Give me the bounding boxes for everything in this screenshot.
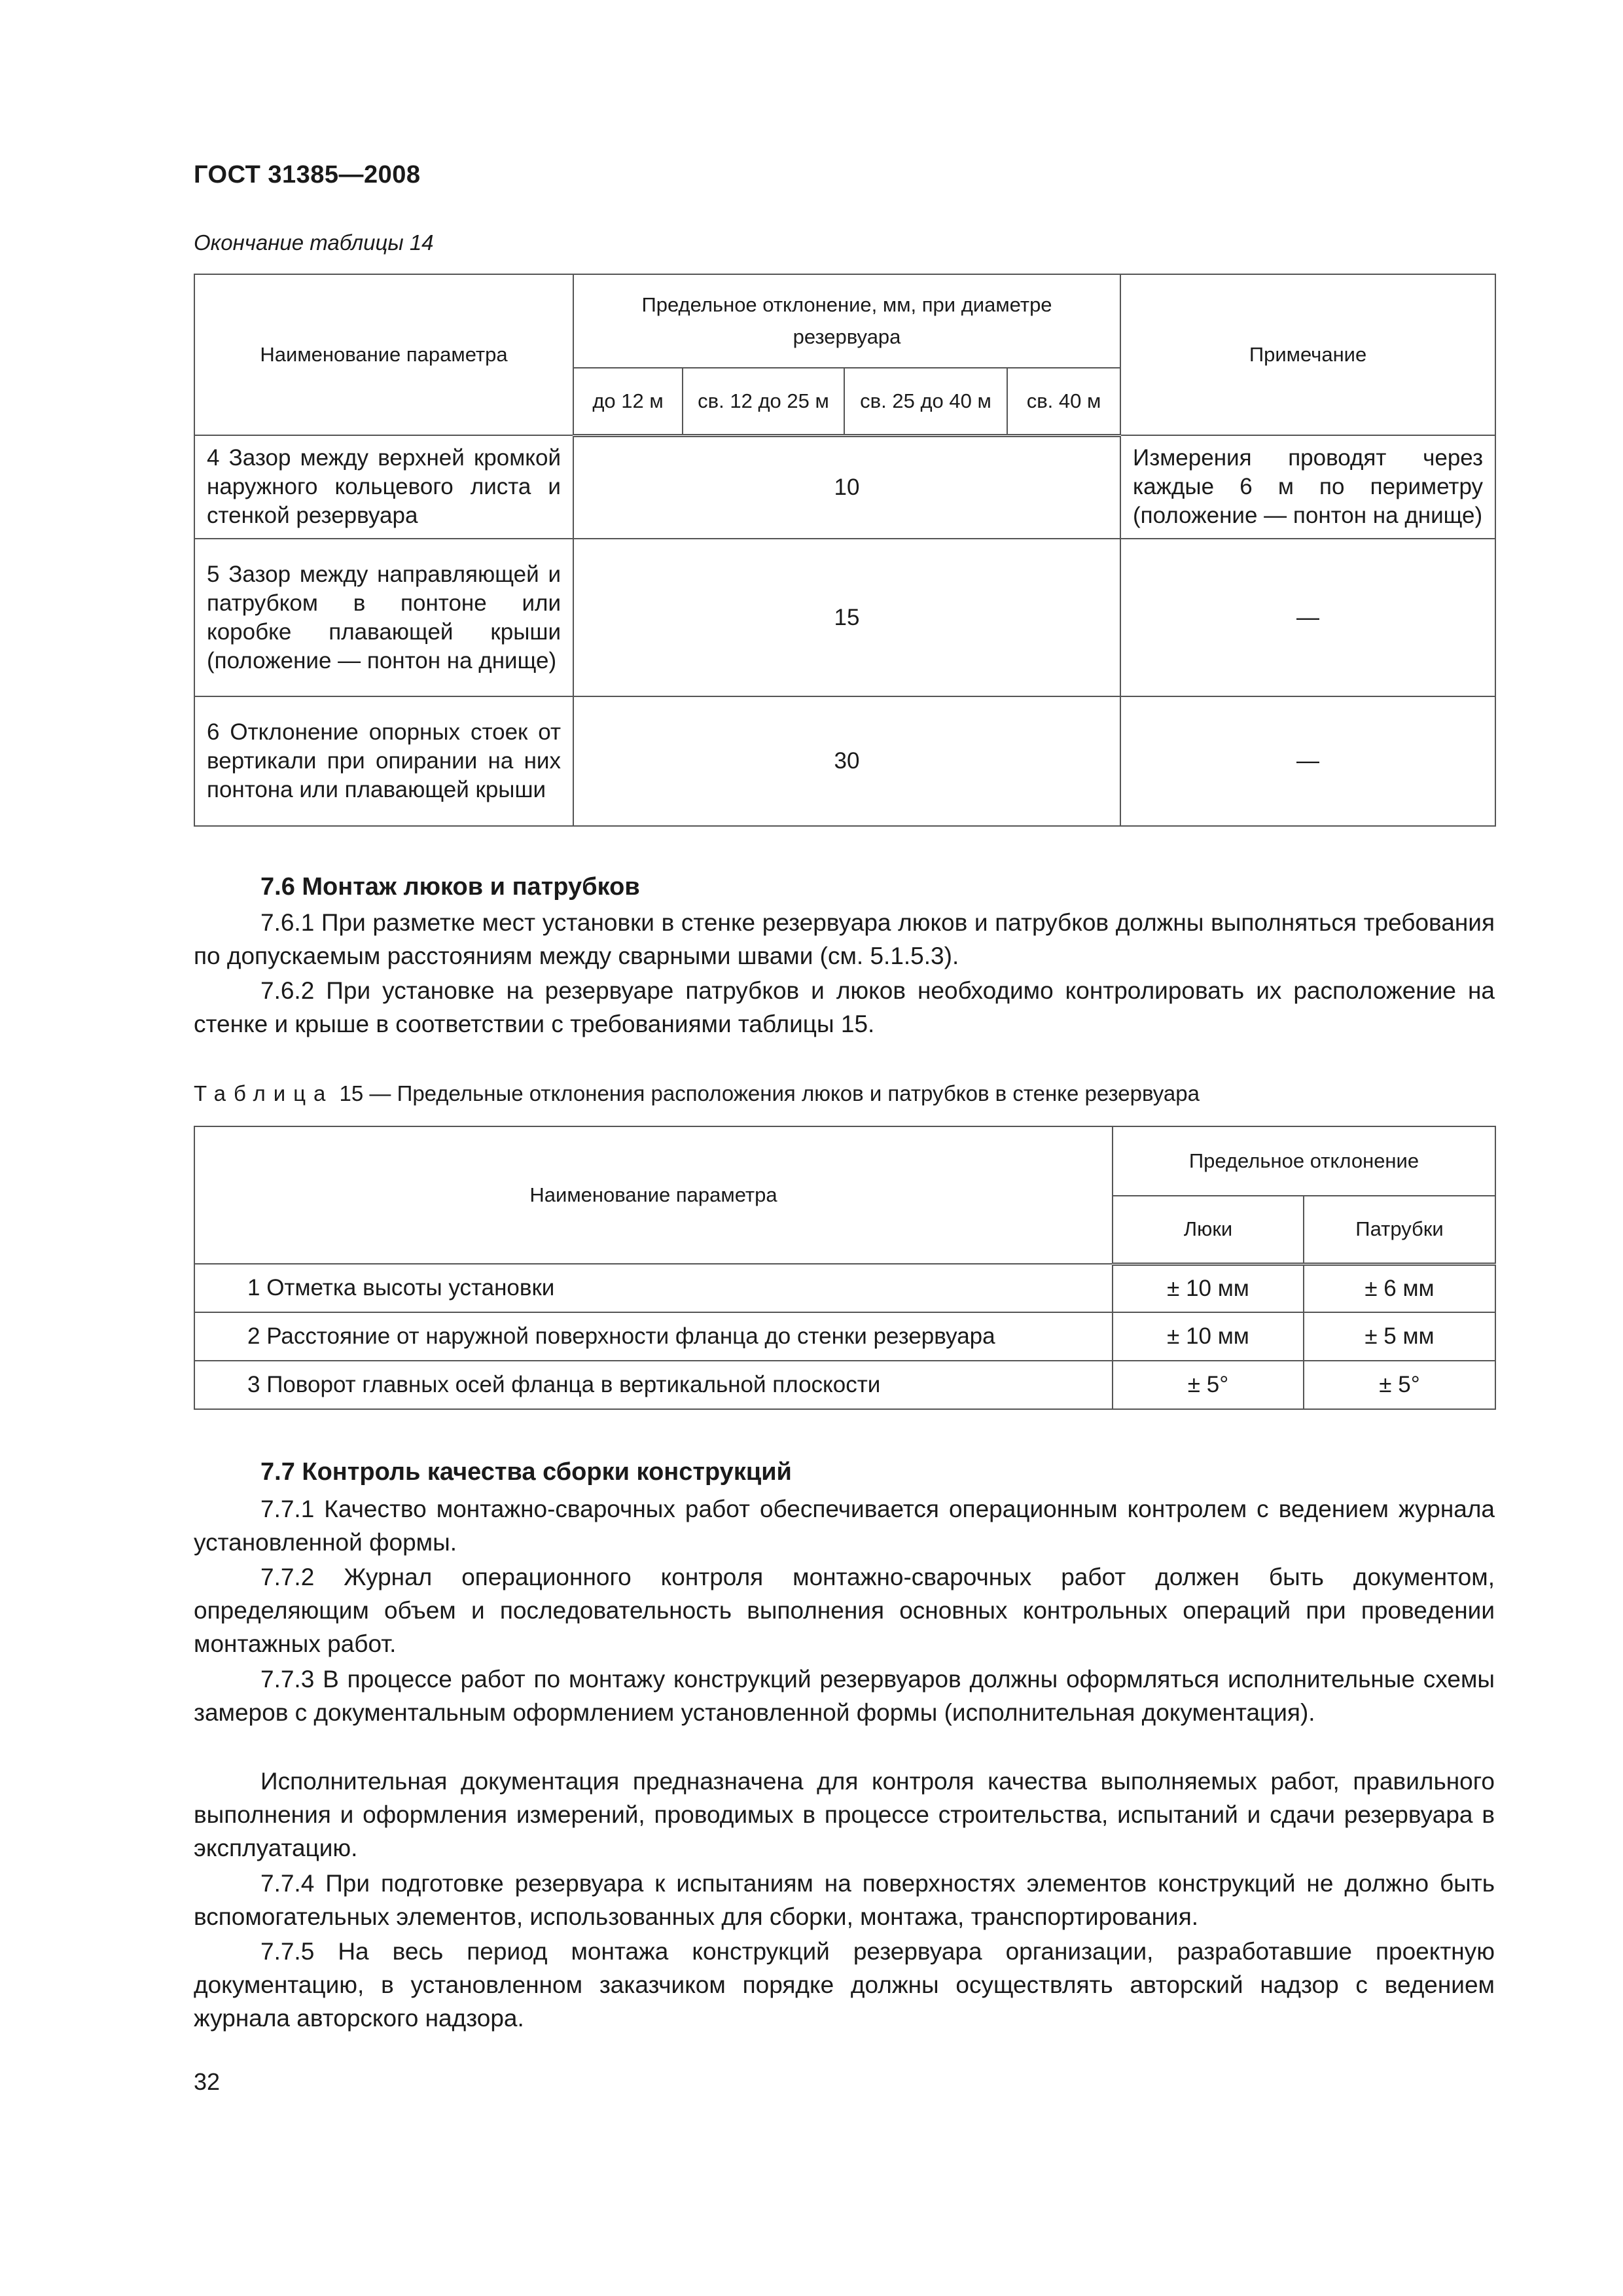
t14-subheader: св. 40 м xyxy=(1007,368,1120,435)
t14-param: 4 Зазор между верхней кромкой наружного кольцевого листа и стенкой резервуара xyxy=(194,435,573,539)
page-number: 32 xyxy=(194,2068,221,2095)
table-14 xyxy=(194,274,1496,827)
paragraph-documentation: Исполнительная документация предназначена для контроля качества выполняемых работ, правильного выполнения и оформления измерений, проводимых в процессе строительства, испытаний и сдачи резервуара в эксплуатацию. xyxy=(194,1768,1495,1861)
t14-param: 5 Зазор между направляющей и патрубком в понтоне или коробке плавающей крыши (положение — понтон на днище) xyxy=(194,539,573,696)
section-7-7-title: 7.7 Контроль качества сборки конструкций xyxy=(260,1458,792,1486)
t15-nozzles: ± 5 мм xyxy=(1304,1312,1495,1361)
t14-note: — xyxy=(1120,539,1495,696)
t14-subheader: св. 25 до 40 м xyxy=(844,368,1007,435)
t15-nozzles: ± 5° xyxy=(1304,1361,1495,1409)
t14-value: 15 xyxy=(573,539,1120,696)
paragraph-7-7-1: 7.7.1 Качество монтажно-сварочных работ обеспечивается операционным контролем с ведением журнала установленной формы. xyxy=(194,1496,1495,1556)
paragraph-7-6-2: 7.6.2 При установке на резервуаре патрубков и люков необходимо контролировать их расположение на стенке и крыше в соответствии с требованиями таблицы 15. xyxy=(194,977,1495,1037)
t15-header-deviation: Предельное отклонение xyxy=(1113,1126,1495,1196)
paragraph-7-7-4: 7.7.4 При подготовке резервуара к испытаниям на поверхностях элементов конструкций не должно быть вспомогательных элементов, использованных для сборки, монтажа, транспортирования. xyxy=(194,1870,1495,1930)
t15-nozzles: ± 6 мм xyxy=(1304,1264,1495,1312)
table-15 xyxy=(194,1126,1496,1410)
t14-header-note: Примечание xyxy=(1120,274,1495,435)
t14-param: 6 Отклонение опорных стоек от вертикали при опирании на них понтона или плавающей крыши xyxy=(194,696,573,826)
table-row xyxy=(194,1264,1495,1312)
t15-hatches: ± 10 мм xyxy=(1113,1264,1304,1312)
t15-param: 1 Отметка высоты установки xyxy=(194,1264,1113,1312)
t15-hatches: ± 10 мм xyxy=(1113,1312,1304,1361)
t15-hatches: ± 5° xyxy=(1113,1361,1304,1409)
paragraph-7-7-3: 7.7.3 В процессе работ по монтажу конструкций резервуаров должны оформляться исполнительные схемы замеров с документальным оформлением установленной формы (исполнительная документация). xyxy=(194,1666,1495,1726)
t15-param: 2 Расстояние от наружной поверхности фланца до стенки резервуара xyxy=(194,1312,1113,1361)
t14-subheader: св. 12 до 25 м xyxy=(683,368,844,435)
t15-subheader-nozzles: Патрубки xyxy=(1304,1196,1495,1264)
t14-value: 30 xyxy=(573,696,1120,826)
t14-header-param: Наименование параметра xyxy=(194,274,573,435)
t14-header-deviation: Предельное отклонение, мм, при диаметре резервуара xyxy=(573,274,1120,368)
t14-note: Измерения проводят через каждые 6 м по периметру (положение — понтон на днище) xyxy=(1120,435,1495,539)
table15-caption-word: Таблица xyxy=(194,1081,334,1105)
table-row xyxy=(194,1312,1495,1361)
table14-caption: Окончание таблицы 14 xyxy=(194,230,434,255)
t14-value: 10 xyxy=(573,435,1120,539)
t14-subheader: до 12 м xyxy=(573,368,683,435)
table15-caption-text: 15 — Предельные отклонения расположения люков и патрубков в стенке резервуара xyxy=(333,1081,1200,1105)
t15-param: 3 Поворот главных осей фланца в вертикальной плоскости xyxy=(194,1361,1113,1409)
paragraph-7-7-2: 7.7.2 Журнал операционного контроля монтажно-сварочных работ должен быть документом, определяющим объем и последовательность выполнения основных контрольных операций при проведении монтажных работ. xyxy=(194,1564,1495,1657)
table-row xyxy=(194,539,1495,696)
paragraph-7-6-1: 7.6.1 При разметке мест установки в стенке резервуара люков и патрубков должны выполняться требования по допускаемым расстояниям между сварными швами (см. 5.1.5.3). xyxy=(194,909,1495,969)
table-row xyxy=(194,1361,1495,1409)
table-row xyxy=(194,435,1495,539)
t14-note: — xyxy=(1120,696,1495,826)
table15-caption xyxy=(194,1081,1200,1106)
t15-header-param: Наименование параметра xyxy=(194,1126,1113,1264)
document-id: ГОСТ 31385—2008 xyxy=(194,161,421,188)
section-7-6-title: 7.6 Монтаж люков и патрубков xyxy=(260,873,640,901)
t15-subheader-hatches: Люки xyxy=(1113,1196,1304,1264)
table-row xyxy=(194,696,1495,826)
paragraph-7-7-5: 7.7.5 На весь период монтажа конструкций резервуара организации, разработавшие проектную документацию, в установленном заказчиком порядке должны осуществлять авторский надзор с ведением журнала авторского надзора. xyxy=(194,1938,1495,2032)
